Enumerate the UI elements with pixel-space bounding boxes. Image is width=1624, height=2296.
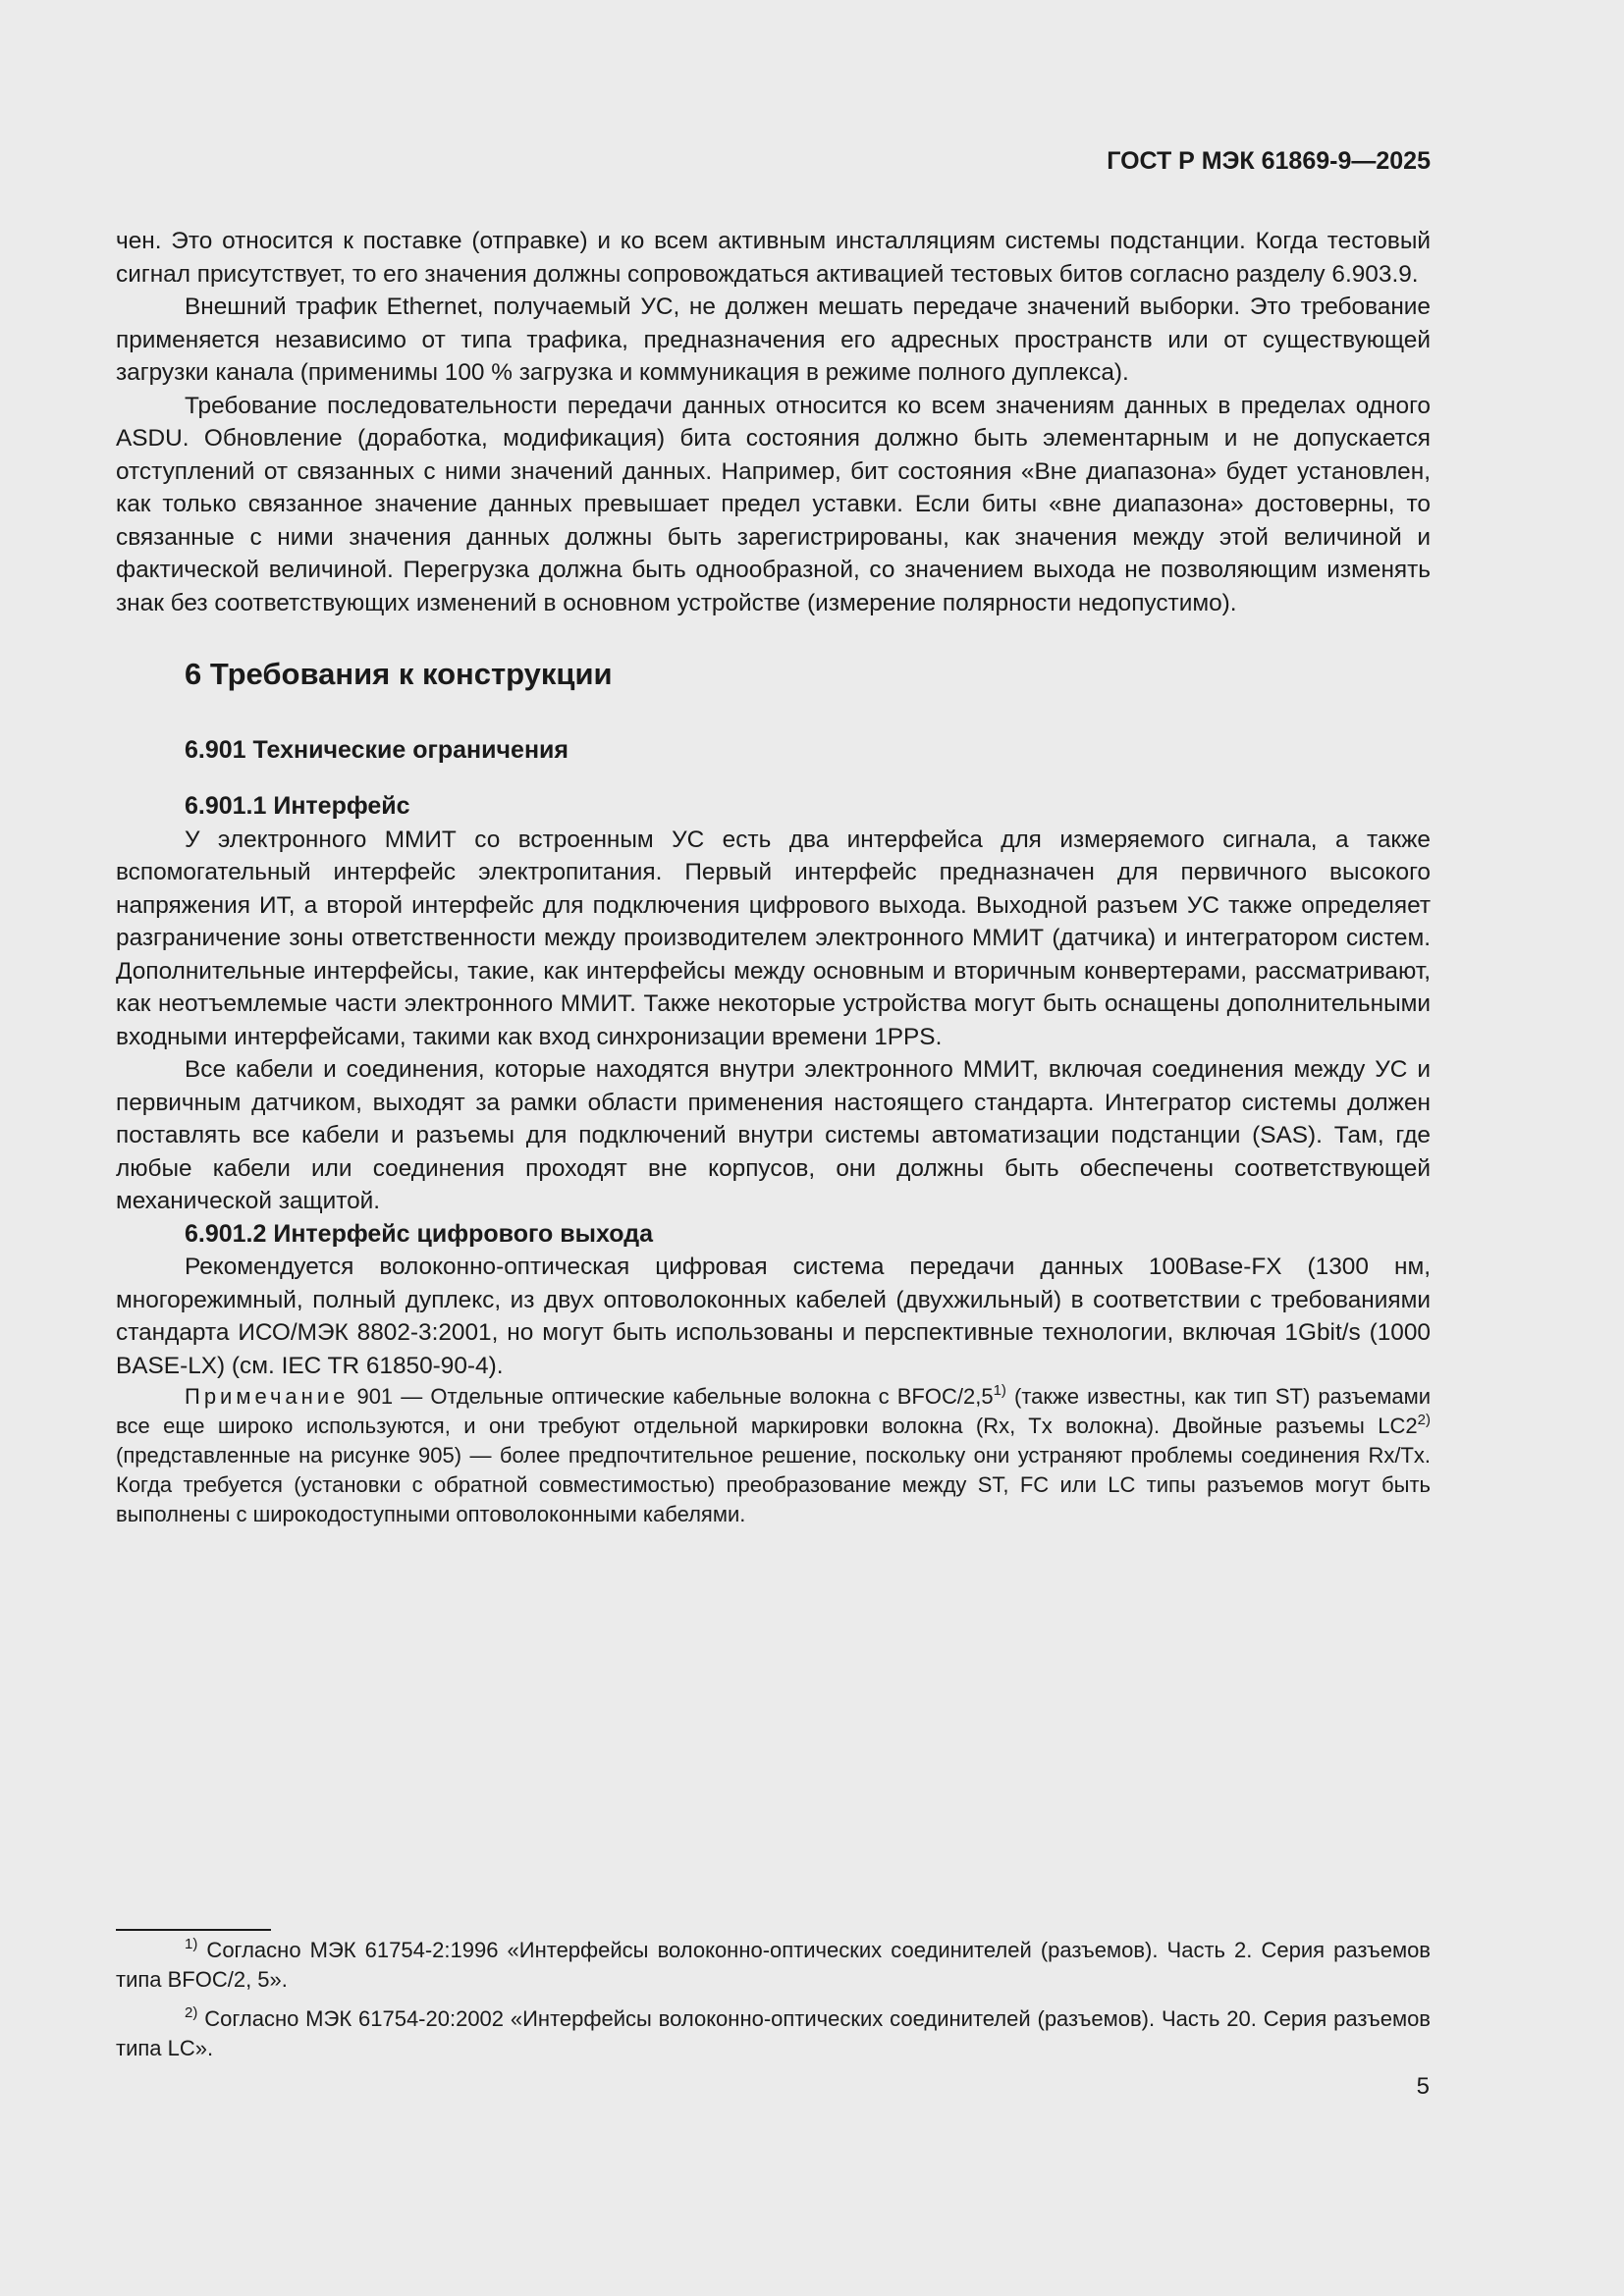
document-body <box>116 225 1431 1529</box>
note-text: (представленные на рисунке 905) — более предпочтительное решение, поскольку они устраняют проблемы соединения Rx/Tx. Когда требуется (установки с обратной совместимостью) преобразование между ST, FC или LC типы разъемов могут быть выполнены с широкодоступными оптоволоконными кабелями. <box>116 1443 1431 1526</box>
note-number: 901 <box>356 1384 394 1409</box>
footnote <box>116 2004 1431 2063</box>
note-paragraph <box>116 1382 1431 1529</box>
footnote-text: Согласно МЭК 61754-20:2002 «Интерфейсы волоконно-оптических соединителей (разъемов). Часть 20. Серия разъемов типа LC». <box>116 2006 1431 2060</box>
footnote-separator <box>116 1929 271 1931</box>
section-heading: 6 Требования к конструкции <box>185 657 613 691</box>
footnote <box>116 1936 1431 1995</box>
subsection-heading: 6.901 Технические ограничения <box>185 736 569 764</box>
paragraph: Все кабели и соединения, которые находятся внутри электронного ММИТ, включая соединения между УС и первичным датчиком, выходят за рамки области применения настоящего стандарта. Интегратор системы должен поставлять все кабели и разъемы для подключений внутри системы автоматизации подстанции (SAS). Там, где любые кабели или соединения проходят вне корпусов, они должны быть обеспечены соответствующей механической защитой. <box>116 1056 1431 1214</box>
paragraph: У электронного ММИТ со встроенным УС есть два интерфейса для измеряемого сигнала, а также вспомогательный интерфейс электропитания. Первый интерфейс предназначен для первичного высокого напряжения ИТ, а второй интерфейс для подключения цифрового выхода. Выходной разъем УС также определяет разграничение зоны ответственности между производителем электронного ММИТ (датчика) и интегратором систем. Дополнительные интерфейсы, такие, как интерфейсы между основным и вторичным конвертерами, рассматривают, как неотъемлемые части электронного ММИТ. Также некоторые устройства могут быть оснащены дополнительными входными интерфейсами, такими как вход синхронизации времени 1PPS. <box>116 826 1431 1050</box>
paragraph: Требование последовательности передачи данных относится ко всем значениям данных в пределах одного ASDU. Обновление (доработка, модификация) бита состояния должно быть элементарным и не допускается отступлений от связанных с ними значений данных. Например, бит состояния «Вне диапазона» будет установлен, как только связанное значение данных превышает предел уставки. Если биты «вне диапазона» достоверны, то связанные с ними значения данных должны быть зарегистрированы, как значения между этой величиной и фактической величиной. Перегрузка должна быть однообразной, со значением выхода не позволяющим изменять знак без соответствующих изменений в основном устройстве (измерение полярности недопустимо). <box>116 392 1431 616</box>
page-number: 5 <box>1416 2073 1430 2100</box>
footnote-ref: 1) <box>993 1382 1006 1399</box>
footnote-mark: 2) <box>185 2004 198 2021</box>
footnote-text: Согласно МЭК 61754-2:1996 «Интерфейсы волоконно-оптических соединителей (разъемов). Часть 2. Серия разъемов типа BFOC/2, 5». <box>116 1938 1431 1992</box>
paragraph: Рекомендуется волоконно-оптическая цифровая система передачи данных 100Base-FX (1300 нм, многорежимный, полный дуплекс, из двух оптоволоконных кабелей (двухжильный) в соответствии с требованиями стандарта ИСО/МЭК 8802-3:2001, но могут быть использованы и перспективные технологии, включая 1Gbit/s (1000 BASE-LX) (см. IEC TR 61850-90-4). <box>116 1254 1431 1379</box>
footnote-mark: 1) <box>185 1936 198 1952</box>
paragraph: Внешний трафик Ethernet, получаемый УС, не должен мешать передаче значений выборки. Это требование применяется независимо от типа трафика, предназначения его адресных пространств или от существующей загрузки канала (применимы 100 % загрузка и коммуникация в режиме полного дуплекса). <box>116 294 1431 386</box>
subsubsection-heading: 6.901.2 Интерфейс цифрового выхода <box>185 1219 653 1248</box>
note-text: (также известны, как тип ST) разъемами все еще широко используются, и они требуют отдельной маркировки волокна (Rx, Tx волокна). Двойные разъемы LC2 <box>116 1384 1431 1438</box>
document-header: ГОСТ Р МЭК 61869-9—2025 <box>1107 147 1431 175</box>
note-text: — Отдельные оптические кабельные волокна с BFOC/2,5 <box>393 1384 994 1409</box>
note-label: Примечание <box>185 1384 350 1409</box>
subsubsection-heading: 6.901.1 Интерфейс <box>185 792 410 820</box>
footnote-ref: 2) <box>1417 1412 1431 1428</box>
paragraph-continuation: чен. Это относится к поставке (отправке) и ко всем активным инсталляциям системы подстанции. Когда тестовый сигнал присутствует, то его значения должны сопровождаться активацией тестовых битов согласно разделу 6.903.9. <box>116 228 1431 288</box>
footnotes <box>116 1936 1431 2073</box>
